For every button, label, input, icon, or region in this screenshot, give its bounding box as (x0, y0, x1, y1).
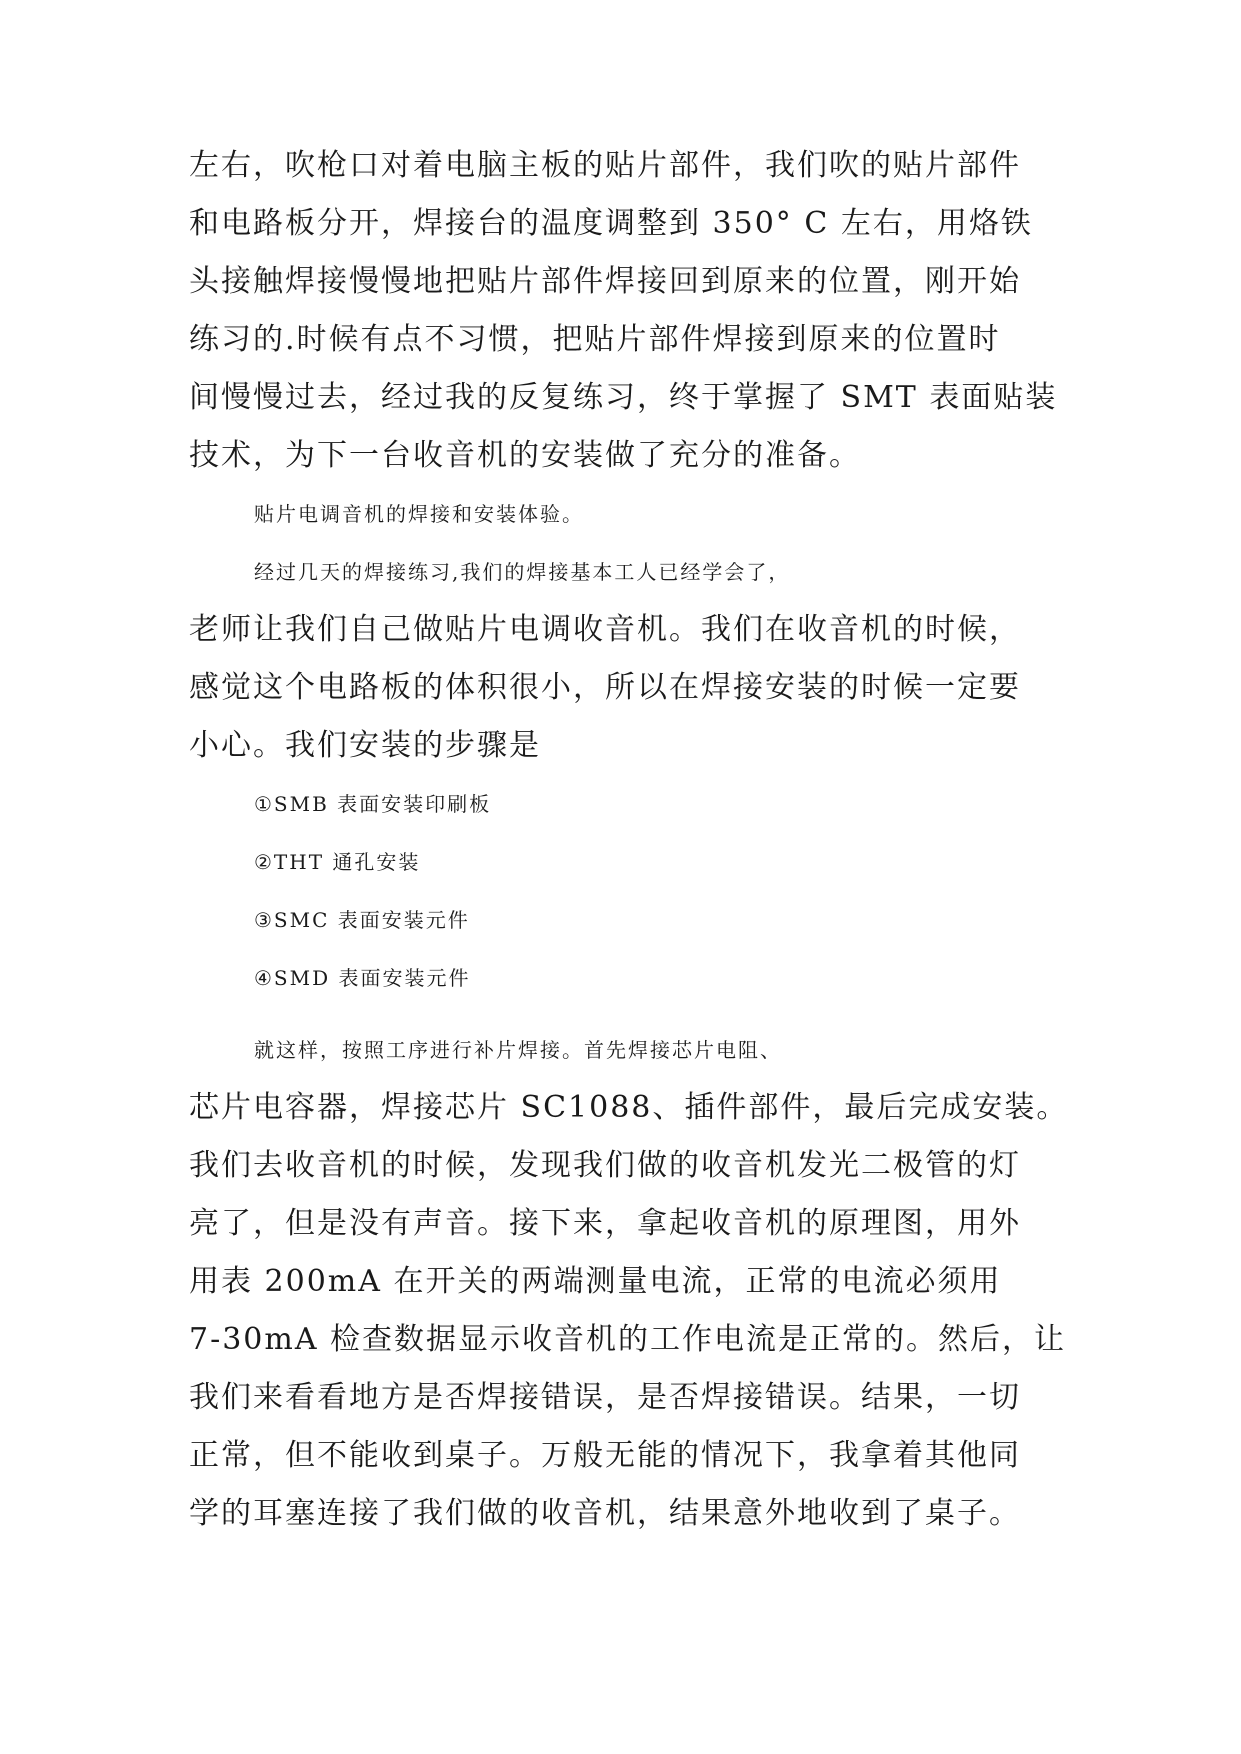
text-line-22: 我们来看看地方是否焊接错误，是否焊接错误。结果，一切 (189, 1380, 1021, 1415)
text-line-24: 学的耳塞连接了我们做的收音机，结果意外地收到了桌子。 (189, 1496, 1021, 1531)
section-heading: 贴片电调音机的焊接和安装体验。 (254, 502, 584, 526)
text-line-9: 老师让我们自己做贴片电调收音机。我们在收音机的时候， (189, 612, 1021, 647)
text-line-23: 正常，但不能收到桌子。万般无能的情况下，我拿着其他同 (189, 1438, 1021, 1473)
text-line-20: 用表 200mA 在开关的两端测量电流，正常的电流必须用 (189, 1264, 1002, 1299)
text-line-19: 亮了，但是没有声音。接下来，拿起收音机的原理图，用外 (189, 1206, 1021, 1241)
list-item-4: ④SMD 表面安装元件 (254, 966, 471, 990)
text-line-21: 7-30mA 检查数据显示收音机的工作电流是正常的。然后，让 (189, 1322, 1067, 1357)
text-line-6: 技术，为下一台收音机的安装做了充分的准备。 (189, 438, 861, 473)
text-line-18: 我们去收音机的时候，发现我们做的收音机发光二极管的灯 (189, 1148, 1021, 1183)
list-item-2: ②THT 通孔安装 (254, 850, 421, 874)
list-item-3: ③SMC 表面安装元件 (254, 908, 470, 932)
text-line-17: 芯片电容器，焊接芯片 SC1088、插件部件，最后完成安装。 (189, 1090, 1069, 1125)
text-line-10: 感觉这个电路板的体积很小，所以在焊接安装的时候一定要 (189, 670, 1021, 705)
text-line-8: 经过几天的焊接练习,我们的焊接基本工人已经学会了， (254, 560, 791, 584)
text-line-1: 左右，吹枪口对着电脑主板的贴片部件，我们吹的贴片部件 (189, 148, 1021, 183)
text-line-11: 小心。我们安装的步骤是 (189, 728, 541, 763)
text-line-4: 练习的.时候有点不习惯，把贴片部件焊接到原来的位置时 (189, 322, 1001, 357)
text-line-16: 就这样，按照工序进行补片焊接。首先焊接芯片电阻、 (254, 1038, 782, 1062)
text-line-3: 头接触焊接慢慢地把贴片部件焊接回到原来的位置，刚开始 (189, 264, 1021, 299)
text-line-5: 间慢慢过去，经过我的反复练习，终于掌握了 SMT 表面贴装 (189, 380, 1058, 415)
list-item-1: ①SMB 表面安装印刷板 (254, 792, 492, 816)
text-line-2: 和电路板分开，焊接台的温度调整到 350° C 左右，用烙铁 (189, 206, 1033, 241)
